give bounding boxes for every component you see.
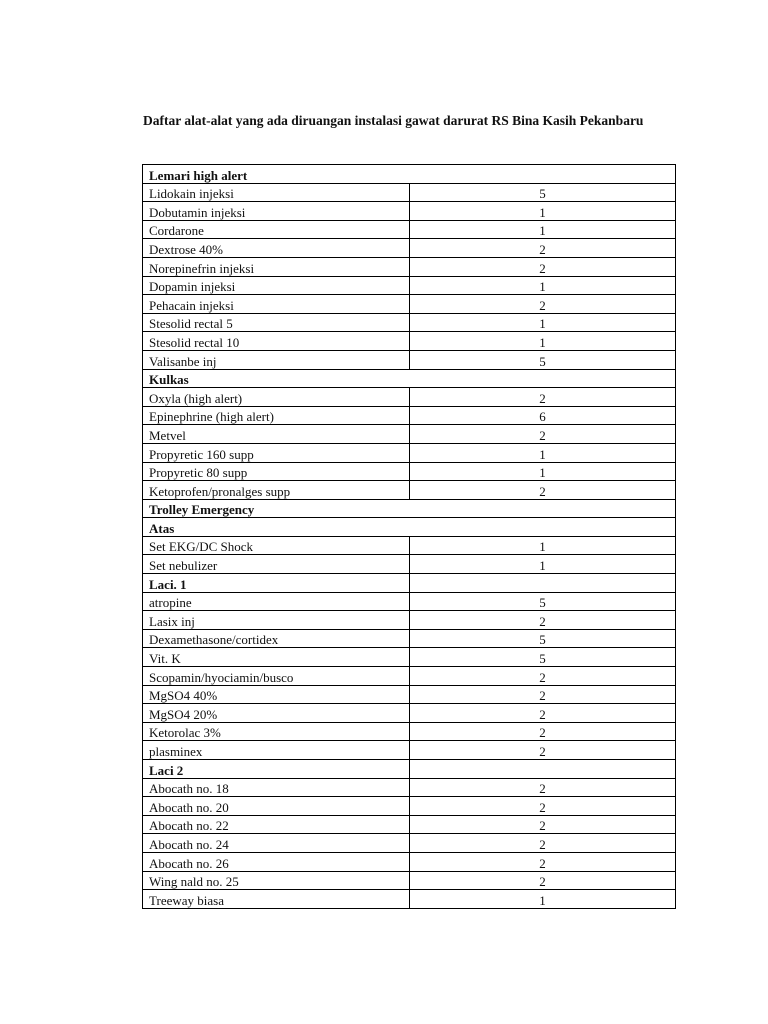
item-quantity: 1 <box>410 555 676 574</box>
table-row <box>143 778 676 797</box>
inventory-table <box>142 164 676 909</box>
item-quantity: 5 <box>410 629 676 648</box>
empty-cell <box>410 574 676 593</box>
item-name: Ketorolac 3% <box>143 722 410 741</box>
inventory-table-body <box>143 165 676 909</box>
item-name: Treeway biasa <box>143 890 410 909</box>
item-quantity: 1 <box>410 332 676 351</box>
item-quantity: 2 <box>410 815 676 834</box>
item-quantity: 1 <box>410 890 676 909</box>
item-name: Abocath no. 22 <box>143 815 410 834</box>
item-name: atropine <box>143 592 410 611</box>
table-row <box>143 443 676 462</box>
item-quantity: 1 <box>410 220 676 239</box>
item-name: Norepinefrin injeksi <box>143 257 410 276</box>
table-row <box>143 536 676 555</box>
table-row <box>143 852 676 871</box>
table-row <box>143 313 676 332</box>
item-quantity: 2 <box>410 704 676 723</box>
item-name: Stesolid rectal 10 <box>143 332 410 351</box>
item-name: Metvel <box>143 425 410 444</box>
table-row <box>143 722 676 741</box>
table-row <box>143 220 676 239</box>
item-name: Abocath no. 20 <box>143 797 410 816</box>
item-name: Set nebulizer <box>143 555 410 574</box>
table-row <box>143 276 676 295</box>
section-row <box>143 165 676 184</box>
item-name: MgSO4 20% <box>143 704 410 723</box>
item-name: Dopamin injeksi <box>143 276 410 295</box>
item-name: Lasix inj <box>143 611 410 630</box>
item-quantity: 2 <box>410 834 676 853</box>
section-label: Laci. 1 <box>143 574 410 593</box>
table-row <box>143 592 676 611</box>
item-name: Valisanbe inj <box>143 350 410 369</box>
section-row <box>143 499 676 518</box>
item-name: Dobutamin injeksi <box>143 202 410 221</box>
table-row <box>143 295 676 314</box>
table-row <box>143 257 676 276</box>
item-name: Abocath no. 24 <box>143 834 410 853</box>
table-row <box>143 890 676 909</box>
table-row <box>143 797 676 816</box>
item-quantity: 2 <box>410 667 676 686</box>
item-quantity: 1 <box>410 536 676 555</box>
table-row <box>143 202 676 221</box>
item-name: Propyretic 80 supp <box>143 462 410 481</box>
table-row <box>143 462 676 481</box>
table-row <box>143 741 676 760</box>
table-row <box>143 685 676 704</box>
item-quantity: 2 <box>410 722 676 741</box>
section-row <box>143 518 676 537</box>
item-name: Epinephrine (high alert) <box>143 406 410 425</box>
item-quantity: 2 <box>410 741 676 760</box>
section-label: Lemari high alert <box>143 165 676 184</box>
item-name: plasminex <box>143 741 410 760</box>
item-quantity: 5 <box>410 350 676 369</box>
item-quantity: 2 <box>410 852 676 871</box>
item-quantity: 2 <box>410 778 676 797</box>
item-quantity: 1 <box>410 276 676 295</box>
item-quantity: 2 <box>410 425 676 444</box>
item-name: Dextrose 40% <box>143 239 410 258</box>
item-name: Abocath no. 26 <box>143 852 410 871</box>
item-quantity: 2 <box>410 257 676 276</box>
item-name: Scopamin/hyociamin/busco <box>143 667 410 686</box>
table-row <box>143 815 676 834</box>
item-quantity: 2 <box>410 481 676 500</box>
item-quantity: 5 <box>410 592 676 611</box>
item-quantity: 5 <box>410 648 676 667</box>
table-row <box>143 183 676 202</box>
item-quantity: 1 <box>410 313 676 332</box>
table-row <box>143 667 676 686</box>
table-row <box>143 871 676 890</box>
table-row <box>143 834 676 853</box>
item-quantity: 2 <box>410 388 676 407</box>
item-quantity: 6 <box>410 406 676 425</box>
table-row <box>143 350 676 369</box>
item-name: Oxyla (high alert) <box>143 388 410 407</box>
item-quantity: 2 <box>410 239 676 258</box>
item-quantity: 2 <box>410 295 676 314</box>
item-quantity: 2 <box>410 611 676 630</box>
table-row <box>143 648 676 667</box>
item-name: MgSO4 40% <box>143 685 410 704</box>
table-row <box>143 332 676 351</box>
item-name: Set EKG/DC Shock <box>143 536 410 555</box>
empty-cell <box>410 760 676 779</box>
item-name: Vit. K <box>143 648 410 667</box>
item-name: Lidokain injeksi <box>143 183 410 202</box>
section-label: Atas <box>143 518 676 537</box>
section-row <box>143 760 676 779</box>
table-row <box>143 611 676 630</box>
item-name: Stesolid rectal 5 <box>143 313 410 332</box>
section-label: Laci 2 <box>143 760 410 779</box>
section-label: Kulkas <box>143 369 676 388</box>
item-quantity: 1 <box>410 202 676 221</box>
table-row <box>143 629 676 648</box>
item-quantity: 5 <box>410 183 676 202</box>
table-row <box>143 388 676 407</box>
document-title: Daftar alat-alat yang ada diruangan instalasi gawat darurat RS Bina Kasih Pekanbaru <box>143 113 644 128</box>
item-quantity: 2 <box>410 685 676 704</box>
table-row <box>143 425 676 444</box>
section-label: Trolley Emergency <box>143 499 676 518</box>
item-name: Propyretic 160 supp <box>143 443 410 462</box>
table-row <box>143 555 676 574</box>
item-quantity: 2 <box>410 871 676 890</box>
section-row <box>143 369 676 388</box>
item-quantity: 1 <box>410 462 676 481</box>
item-quantity: 2 <box>410 797 676 816</box>
table-row <box>143 704 676 723</box>
item-name: Wing nald no. 25 <box>143 871 410 890</box>
item-name: Abocath no. 18 <box>143 778 410 797</box>
item-name: Cordarone <box>143 220 410 239</box>
table-row <box>143 481 676 500</box>
item-name: Ketoprofen/pronalges supp <box>143 481 410 500</box>
item-name: Pehacain injeksi <box>143 295 410 314</box>
section-row <box>143 574 676 593</box>
item-name: Dexamethasone/cortidex <box>143 629 410 648</box>
table-row <box>143 406 676 425</box>
item-quantity: 1 <box>410 443 676 462</box>
table-row <box>143 239 676 258</box>
